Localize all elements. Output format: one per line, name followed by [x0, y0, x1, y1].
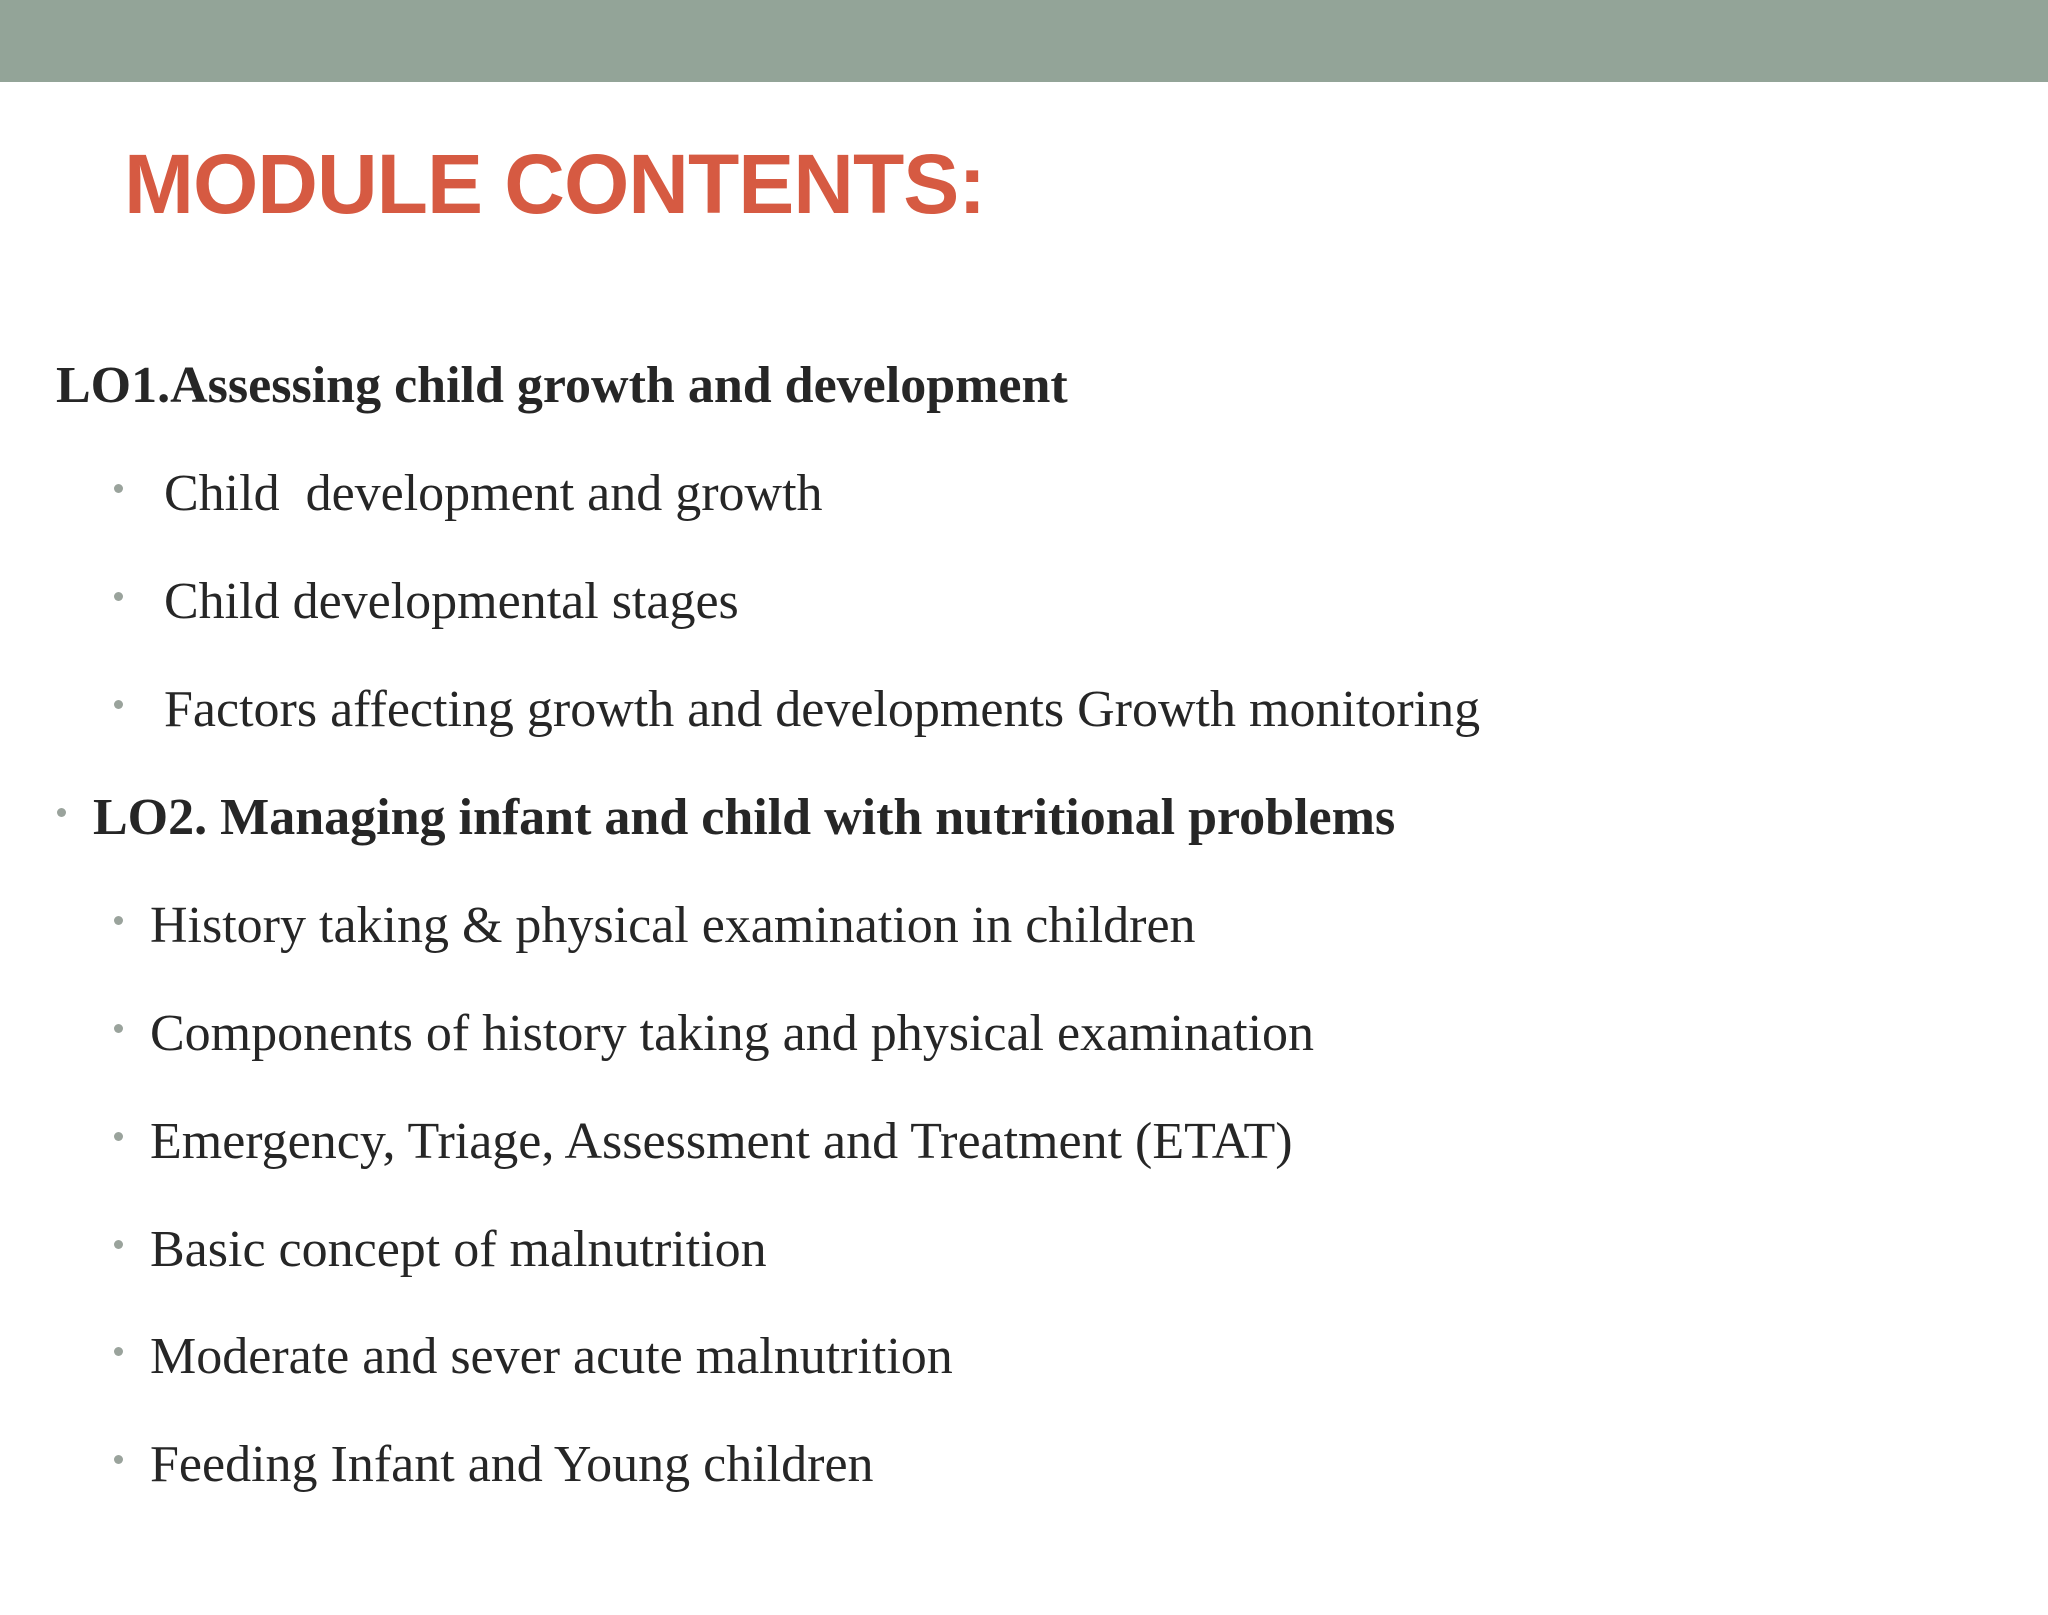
lo1-item-2: Child developmental stages [164, 573, 739, 630]
lo1-item-3: Factors affecting growth and developments Growth monitoring [164, 681, 1481, 738]
slide-title: MODULE CONTENTS: [124, 137, 986, 231]
list-item [0, 1435, 874, 1615]
bullet-icon [114, 1024, 123, 1033]
lo2-item-5: Moderate and sever acute malnutrition [150, 1328, 953, 1385]
bullet-icon [114, 916, 123, 925]
lo2-heading-text: LO2. Managing infant and child with nutritional problems [93, 789, 1396, 846]
bullet-icon [114, 1240, 123, 1249]
bullet-icon [57, 808, 66, 817]
bullet-icon [114, 592, 123, 601]
header-band [0, 0, 2048, 82]
bullet-icon [114, 1455, 123, 1464]
bullet-icon [114, 1347, 123, 1356]
bullet-icon [114, 700, 123, 709]
bullet-icon [114, 1132, 123, 1141]
lo2-item-2: Components of history taking and physical examination [150, 1005, 1315, 1062]
lo1-item-1: Child development and growth [164, 465, 823, 522]
lo1-heading [0, 356, 1068, 476]
lo2-item-6: Feeding Infant and Young children [150, 1436, 874, 1493]
lo2-item-1: History taking & physical examination in children [150, 897, 1196, 954]
lo1-heading-text: LO1.Assessing child growth and development [56, 357, 1068, 414]
lo2-item-4: Basic concept of malnutrition [150, 1221, 767, 1278]
lo2-item-3: Emergency, Triage, Assessment and Treatment (ETAT) [150, 1113, 1293, 1170]
bullet-icon [114, 484, 123, 493]
